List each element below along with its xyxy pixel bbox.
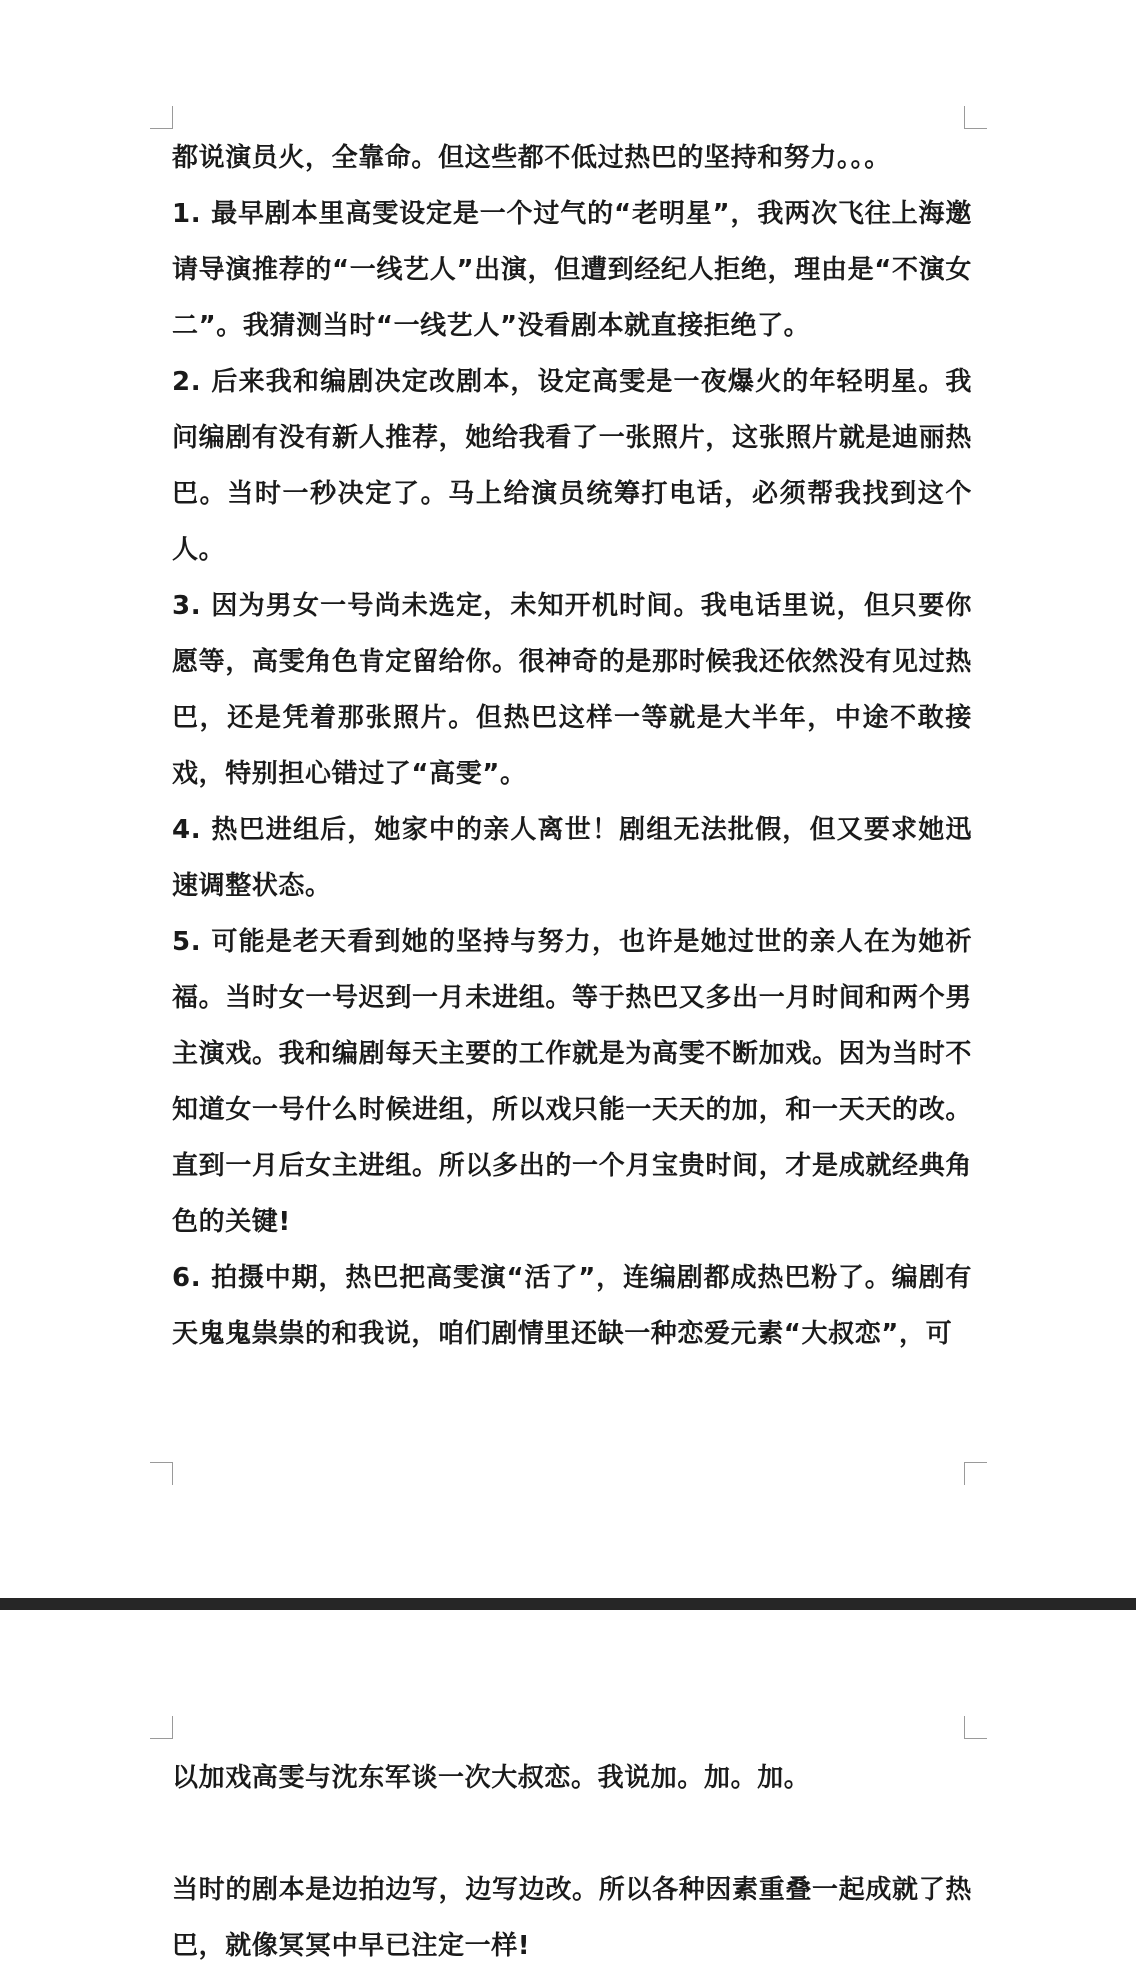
- paragraph-gap: [172, 1806, 972, 1862]
- point-1-paragraph: 1. 最早剧本里高雯设定是一个过气的“老明星”，我两次飞往上海邀请导演推荐的“一线艺人”出演，但遭到经纪人拒绝，理由是“不演女二”。我猜测当时“一线艺人”没看剧本就直接拒绝了。: [172, 199, 972, 341]
- document-page-2: [0, 1610, 1136, 1985]
- page-separator: [0, 1598, 1136, 1610]
- closing-paragraph: 当时的剧本是边拍边写，边写边改。所以各种因素重叠一起成就了热巴，就像冥冥中早已注定一样!: [172, 1875, 972, 1961]
- point-2-paragraph: 2. 后来我和编剧决定改剧本，设定高雯是一夜爆火的年轻明星。我问编剧有没有新人推荐，她给我看了一张照片，这张照片就是迪丽热巴。当时一秒决定了。马上给演员统筹打电话，必须帮我找到这个人。: [172, 367, 972, 565]
- point-4-paragraph: 4. 热巴进组后，她家中的亲人离世！剧组无法批假，但又要求她迅速调整状态。: [172, 815, 972, 901]
- intro-paragraph: 都说演员火，全靠命。但这些都不低过热巴的坚持和努力。。。: [172, 143, 891, 173]
- crop-mark-bottom-right: [964, 1462, 987, 1485]
- page-1-body-text: [172, 130, 972, 1362]
- page-2-body-text: [172, 1750, 972, 1974]
- point-5-paragraph: 5. 可能是老天看到她的坚持与努力，也许是她过世的亲人在为她祈福。当时女一号迟到一月未进组。等于热巴又多出一月时间和两个男主演戏。我和编剧每天主要的工作就是为高雯不断加戏。因为当时不知道女一号什么时候进组，所以戏只能一天天的加，和一天天的改。直到一月后女主进组。所以多出的一个月宝贵时间，才是成就经典角色的关键!: [172, 927, 972, 1237]
- point-6-paragraph: 6. 拍摄中期，热巴把高雯演“活了”，连编剧都成热巴粉了。编剧有天鬼鬼祟祟的和我说，咱们剧情里还缺一种恋爱元素“大叔恋”，可: [172, 1263, 972, 1349]
- crop-mark-top-right: [964, 1716, 987, 1739]
- crop-mark-bottom-left: [150, 1462, 173, 1485]
- crop-mark-top-right: [964, 106, 987, 129]
- crop-mark-top-left: [150, 1716, 173, 1739]
- crop-mark-top-left: [150, 106, 173, 129]
- continuation-paragraph: 以加戏高雯与沈东军谈一次大叔恋。我说加。加。加。: [172, 1763, 811, 1793]
- point-3-paragraph: 3. 因为男女一号尚未选定，未知开机时间。我电话里说，但只要你愿等，高雯角色肯定留给你。很神奇的是那时候我还依然没有见过热巴，还是凭着那张照片。但热巴这样一等就是大半年，中途不敢接戏，特别担心错过了“高雯”。: [172, 591, 972, 789]
